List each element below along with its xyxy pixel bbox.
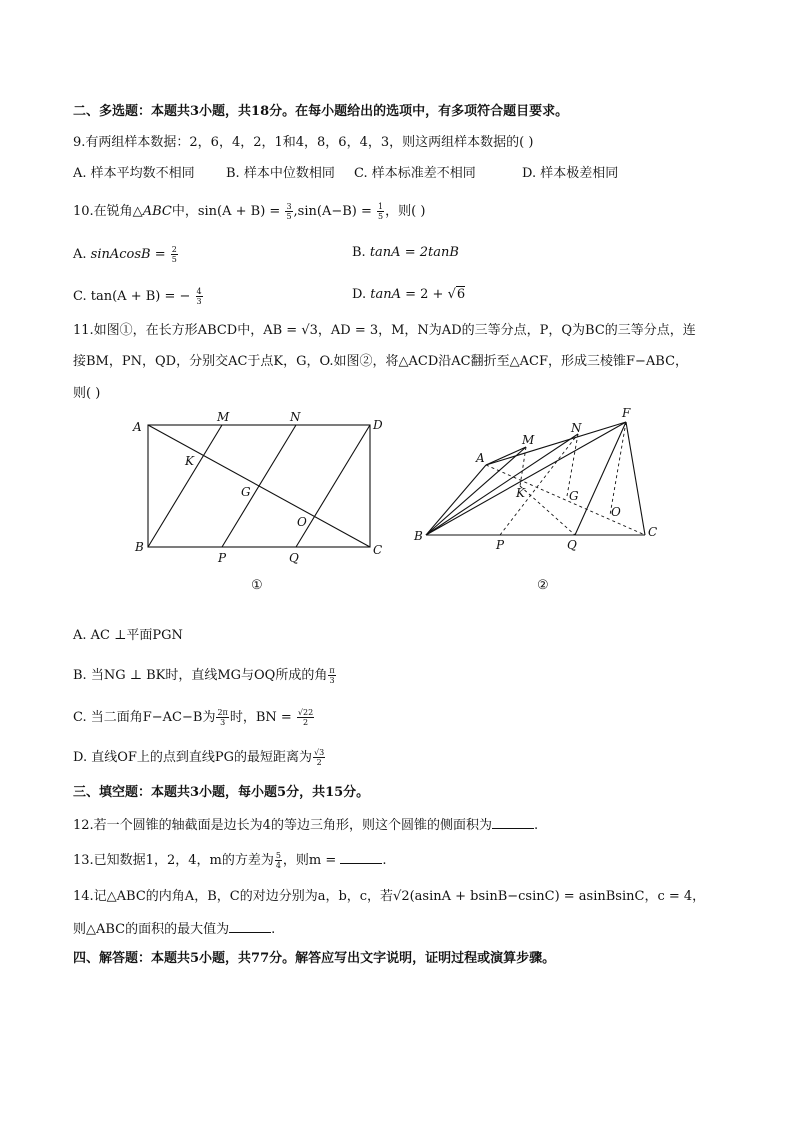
q14-line2: 则△ABC的面积的最大值为 . [73, 922, 276, 937]
q12-text: 12.若一个圆锥的轴截面是边长为4的等边三角形，则这个圆锥的侧面积为 . [73, 818, 539, 833]
q13-answer-blank [340, 851, 382, 864]
fig2-label-A: A [476, 451, 485, 465]
q10-option-a: A. sinAcosB = $\frac{2}{5}$ [73, 245, 177, 264]
q11-line1: 11.如图①，在长方形ABCD中，AB = √3，AD = 3，M，N为AD的三等分点，P，Q为BC的三等分点，连 [73, 323, 696, 338]
fig2-label-G: G [569, 489, 579, 503]
fig2-label-N: N [571, 421, 582, 435]
q9-option-c: C. 样本标准差不相同 [354, 166, 476, 181]
q11-option-c: C. 当二面角F−AC−B为 $\frac{2\pi}{3}$ 时，BN = $\frac{√22}{2}$ [73, 708, 314, 727]
section4-header: 四、解答题：本题共5小题，共77分。解答应写出文字说明，证明过程或演算步骤。 [73, 951, 556, 966]
fig1-label-M: M [217, 410, 230, 424]
q11-line2: 接BM，PN，QD，分别交AC于点K，G，O.如图②，将△ACD沿AC翻折至△ACF，形成三棱锥F−ABC， [73, 354, 689, 369]
fig2-label-O: O [611, 505, 621, 519]
fig2-label-P: P [496, 538, 505, 552]
q13-text: 13.已知数据1，2，4，m的方差为 $\frac{5}{4}$ ，则m = . [73, 851, 387, 870]
fig2-label-F: F [622, 406, 631, 420]
fig1-label-O: O [297, 515, 307, 529]
fig1-label-D: D [373, 418, 383, 432]
fig2-label-K: K [516, 486, 525, 500]
q9-stem: 9.有两组样本数据：2，6，4，2，1和4，8，6，4，3，则这两组样本数据的( ) [73, 135, 534, 150]
q9-option-b: B. 样本中位数相同 [226, 166, 335, 181]
q11-option-a: A. AC ⊥平面PGN [73, 628, 183, 643]
q10-option-c: C. tan(A + B) = − $\frac{4}{3}$ [73, 287, 202, 306]
fig1-label-Q: Q [289, 551, 299, 565]
q10-stem: 10.在锐角△ABC中，sin(A + B) = $\frac{3}{5}$ ,sin(A−B) = $\frac{1}{5}$ ，则( ) [73, 202, 426, 221]
fig2-label-M: M [522, 433, 535, 447]
q10-option-b: B. tanA = 2tanB [352, 245, 459, 260]
fig1-label-G: G [241, 485, 251, 499]
q10-frac-2: $\frac{1}{5}$ [378, 202, 384, 221]
section3-header: 三、填空题：本题共3小题，每小题5分，共15分。 [73, 785, 370, 800]
figure-1-caption: ① [251, 578, 263, 593]
section2-header: 二、多选题：本题共3小题，共18分。在每小题给出的选项中，有多项符合题目要求。 [73, 104, 569, 119]
q9-option-d: D. 样本极差相同 [522, 166, 619, 181]
q14-answer-blank [229, 920, 271, 933]
fig1-label-N: N [290, 410, 301, 424]
q11-option-b: B. 当NG ⊥ BK时，直线MG与OQ所成的角 $\frac{\pi}{3}$ [73, 666, 335, 685]
fig2-label-Q: Q [567, 538, 577, 552]
q12-answer-blank [492, 816, 534, 829]
figure-2-caption: ② [537, 578, 549, 593]
q9-option-a: A. 样本平均数不相同 [73, 166, 195, 181]
fig1-label-P: P [218, 551, 227, 565]
fig1-label-C: C [373, 543, 383, 557]
q14-line1: 14.记△ABC的内角A，B，C的对边分别为a，b，c，若√2(asinA + bsinB−csinC) = asinBsinC，c = 4， [73, 889, 706, 904]
q10-option-d: D. tanA = 2 + √6 [352, 287, 466, 302]
fig2-label-C: C [648, 525, 658, 539]
fig1-label-A: A [133, 420, 142, 434]
q10-frac-1: $\frac{3}{5}$ [286, 202, 292, 221]
fig1-label-K: K [185, 454, 194, 468]
fig2-label-B: B [414, 529, 423, 543]
q11-line3: 则( ) [73, 386, 101, 401]
q11-option-d: D. 直线OF上的点到直线PG的最短距离为 $\frac{√3}{2}$ [73, 748, 325, 767]
fig1-label-B: B [135, 540, 144, 554]
